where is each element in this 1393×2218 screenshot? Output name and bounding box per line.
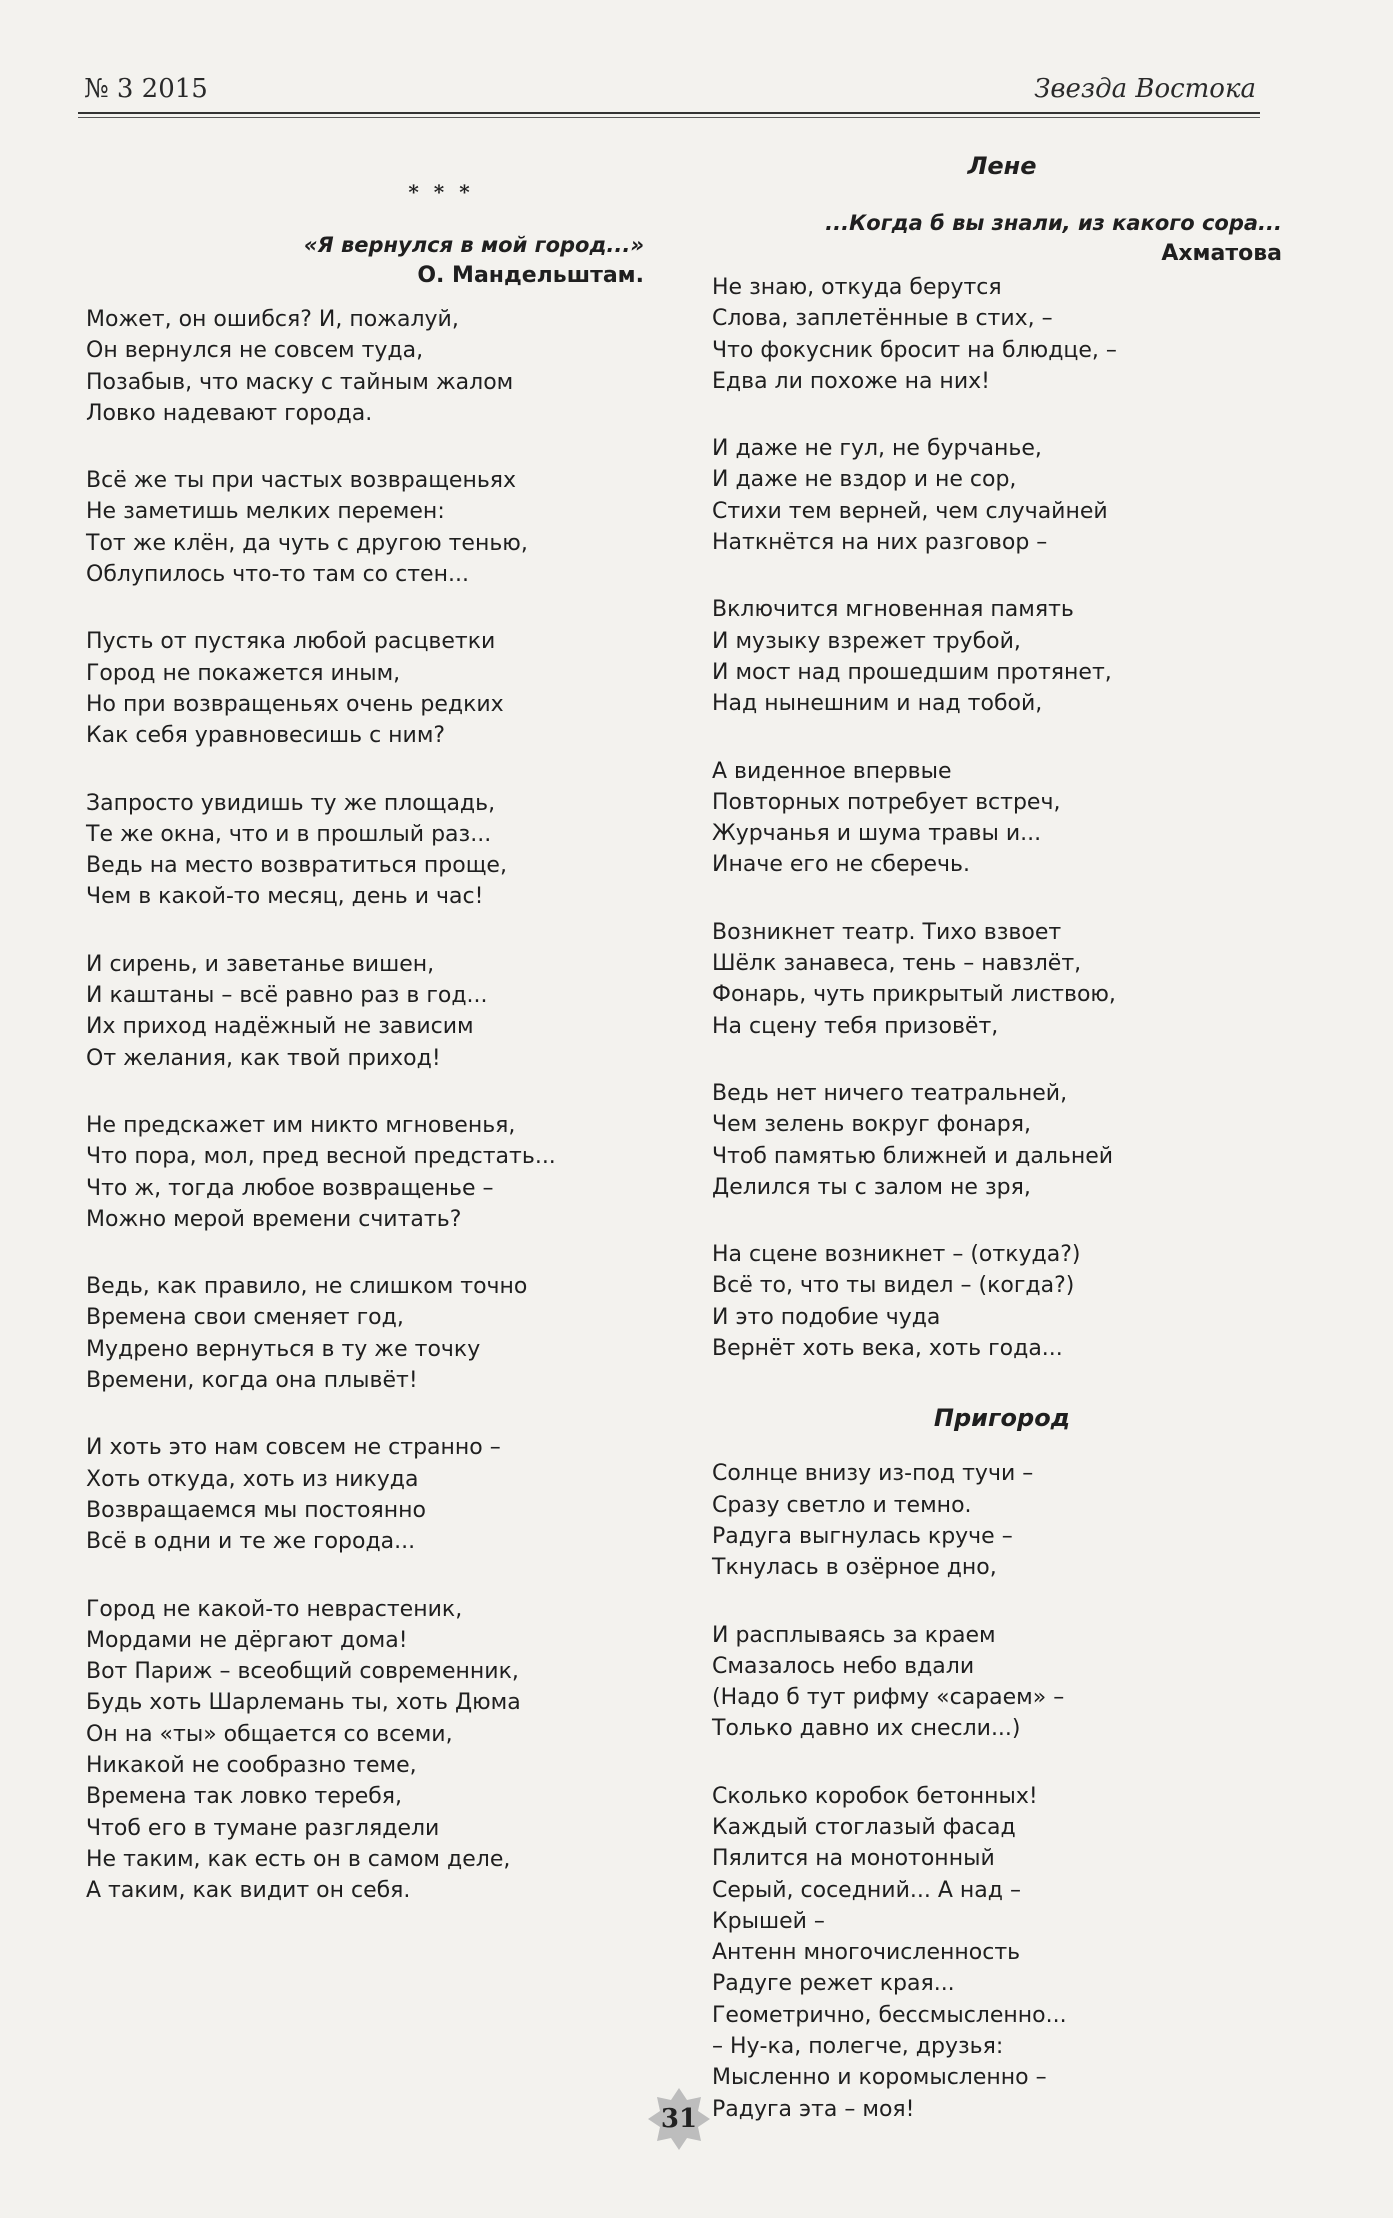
stanza [712,1239,1292,1364]
poem-line: Хоть откуда, хоть из никуда [86,1466,419,1492]
poem-line: Включится мгновенная память [712,597,1074,623]
poem-line: И каштаны – всё равно раз в год... [86,983,488,1009]
poem-line: Шёлк занавеса, тень – навзлёт, [712,951,1082,977]
poem-line: Делился ты с залом не зря, [712,1174,1031,1200]
poem-line: Времена свои сменяет год, [86,1305,404,1331]
poem-line: Можно мерой времени считать? [86,1206,462,1232]
poem-line: И расплываясь за краем [712,1622,996,1648]
poem-line: Ловко надевают города. [86,400,373,426]
poem-line: Сколько коробок бетонных! [712,1783,1038,1809]
stanza [86,465,666,590]
poem-line: Смазалось небо вдали [712,1653,975,1679]
stanza [712,272,1292,397]
poem-line: Те же окна, что и в прошлый раз... [86,821,492,847]
poem-line: Чтоб памятью ближней и дальней [712,1143,1114,1169]
poem-line: Антенн многочисленность [712,1940,1021,1966]
right-epigraph-author: Ахматова [1161,241,1282,266]
poem-line: Что фокусник бросит на блюдце, – [712,337,1117,363]
stanza [86,1432,666,1557]
stanza [712,917,1292,1042]
poem-line: Пусть от пустяка любой расцветки [86,629,496,655]
poem-line: Но при возвращеньях очень редких [86,691,504,717]
poem-line: Каждый стоглазый фасад [712,1814,1016,1840]
poem-line: Радуга эта – моя! [712,2096,915,2122]
poem-line: Не заметишь мелких перемен: [86,499,445,525]
page-number: 31 [660,2104,698,2134]
left-column [86,180,666,1942]
poem-line: Времени, когда она плывёт! [86,1368,418,1394]
stanza [712,1458,1292,1583]
poem-line: И даже не гул, не бурчанье, [712,436,1042,462]
poem-line: Наткнётся на них разговор – [712,530,1048,556]
poem-line: Что пора, мол, пред весной предстать... [86,1144,556,1170]
magazine-title: Звезда Востока [1034,74,1256,104]
poem-line: Запросто увидишь ту же площадь, [86,790,496,816]
poem-line: (Надо б тут рифму «сараем» – [712,1685,1065,1711]
poem-line: Серый, соседний... А над – [712,1877,1021,1903]
poem-line: Фонарь, чуть прикрытый листвою, [712,982,1116,1008]
header-rule [78,112,1260,114]
poem-line: Пялится на монотонный [712,1846,995,1872]
poem-line: Он на «ты» общается со всеми, [86,1721,453,1747]
poem-line: Радуге режет края... [712,1971,955,1997]
poem-line: Вот Париж – всеобщий современник, [86,1659,519,1685]
stanza [712,1781,1292,2125]
poem-line: А виденное впервые [712,758,952,784]
poem-line: Времена так ловко теребя, [86,1784,403,1810]
poem-line: Облупилось что-то там со стен... [86,562,469,588]
poem-line: Иначе его не сберечь. [712,852,970,878]
poem-line: Ведь на место возвратиться проще, [86,853,507,879]
stanza [86,1110,666,1235]
poem-line: Ведь, как правило, не слишком точно [86,1274,528,1300]
poem-line: И даже не вздор и не сор, [712,467,1017,493]
poem-line: Мысленно и коромысленно – [712,2065,1047,2091]
stanza [86,1594,666,1907]
poem-line: – Ну-ка, полегче, друзья: [712,2034,1004,2060]
right-column [712,148,1292,2161]
poem-line: Он вернулся не совсем туда, [86,338,424,364]
header-rule-thin [78,117,1260,118]
poem-line: Радуга выгнулась круче – [712,1523,1013,1549]
poem-line: Тот же клён, да чуть с другою тенью, [86,530,528,556]
poem-line: Едва ли похоже на них! [712,368,990,394]
poem-line: Только давно их снесли...) [712,1716,1021,1742]
stanza [712,433,1292,558]
poem-line: На сцену тебя призовёт, [712,1013,999,1039]
poem-line: Ткнулась в озёрное дно, [712,1555,997,1581]
poem-line: От желания, как твой приход! [86,1045,441,1071]
poem-line: Сразу светло и темно. [712,1492,972,1518]
page-number-badge [646,2086,712,2152]
poem-line: Позабыв, что маску с тайным жалом [86,369,514,395]
poem-line: Никакой не сообразно теме, [86,1752,417,1778]
right-poem-body [712,272,1292,1364]
prigorod-poem-body [712,1458,1292,2125]
stanza [86,1271,666,1396]
poem-line: Стихи тем верней, чем случайней [712,498,1108,524]
poem-line: Будь хоть Шарлемань ты, хоть Дюма [86,1690,521,1716]
poem-line: На сцене возникнет – (откуда?) [712,1242,1081,1268]
poem-title-prigorod: Пригород [933,1404,1071,1433]
page-header [78,72,1260,116]
issue-number: № 3 2015 [84,74,208,104]
right-epigraph: ...Когда б вы знали, из какого сора... [825,211,1282,235]
stanza [86,949,666,1074]
poem-line: Ведь нет ничего театральней, [712,1080,1068,1106]
poem-line: И музыку взрежет трубой, [712,628,1021,654]
stanza [86,788,666,913]
poem-line: Чем в какой-то месяц, день и час! [86,884,484,910]
poem-line: Их приход надёжный не зависим [86,1014,474,1040]
poem-line: Не таким, как есть он в самом деле, [86,1846,511,1872]
poem-line: И хоть это нам совсем не странно – [86,1435,501,1461]
poem-line: Не знаю, откуда берутся [712,275,1002,300]
left-poem-body [86,304,666,1906]
stanza [712,1078,1292,1203]
stanza [712,756,1292,881]
poem-line: Город не какой-то неврастеник, [86,1596,463,1622]
poem-line: Всё в одни и те же города... [86,1529,416,1555]
stanza [86,304,666,429]
poem-line: Город не покажется иным, [86,660,401,686]
poem-line: Геометрично, бессмысленно... [712,2002,1067,2028]
poem-line: И сирень, и заветанье вишен, [86,951,435,977]
poem-stars: * * * [408,180,474,204]
poem-line: Повторных потребует встреч, [712,789,1061,815]
poem-line: Мудрено вернуться в ту же точку [86,1336,481,1362]
poem-line: И это подобие чуда [712,1304,941,1330]
poem-line: Крышей – [712,1908,825,1934]
poem-line: Над нынешним и над тобой, [712,691,1043,717]
poem-line: Что ж, тогда любое возвращенье – [86,1175,494,1201]
poem-line: Вернёт хоть века, хоть года... [712,1336,1063,1362]
poem-line: Как себя уравновесишь с ним? [86,723,446,749]
poem-line: Мордами не дёргают дома! [86,1627,408,1653]
stanza [712,1620,1292,1745]
poem-line: Не предскажет им никто мгновенья, [86,1112,516,1138]
poem-line: Всё то, что ты видел – (когда?) [712,1273,1075,1299]
poem-line: Возвращаемся мы постоянно [86,1497,426,1523]
poem-line: Чем зелень вокруг фонаря, [712,1112,1031,1138]
left-epigraph: «Я вернулся в мой город...» [303,233,644,257]
poem-line: А таким, как видит он себя. [86,1878,411,1904]
stanza [86,626,666,751]
poem-line: Слова, заплетённые в стих, – [712,306,1053,332]
poem-line: Чтоб его в тумане разглядели [86,1815,440,1841]
left-epigraph-author: О. Мандельштам. [417,263,644,288]
stanza [712,594,1292,719]
poem-line: Возникнет театр. Тихо взвоет [712,919,1062,945]
poem-title-lene: Лене [967,152,1037,180]
poem-line: Может, он ошибся? И, пожалуй, [86,307,459,332]
poem-line: Журчанья и шума травы и... [712,821,1042,847]
poem-line: Всё же ты при частых возвращеньях [86,468,517,494]
poem-line: Солнце внизу из-под тучи – [712,1461,1034,1487]
poem-line: И мост над прошедшим протянет, [712,659,1112,685]
